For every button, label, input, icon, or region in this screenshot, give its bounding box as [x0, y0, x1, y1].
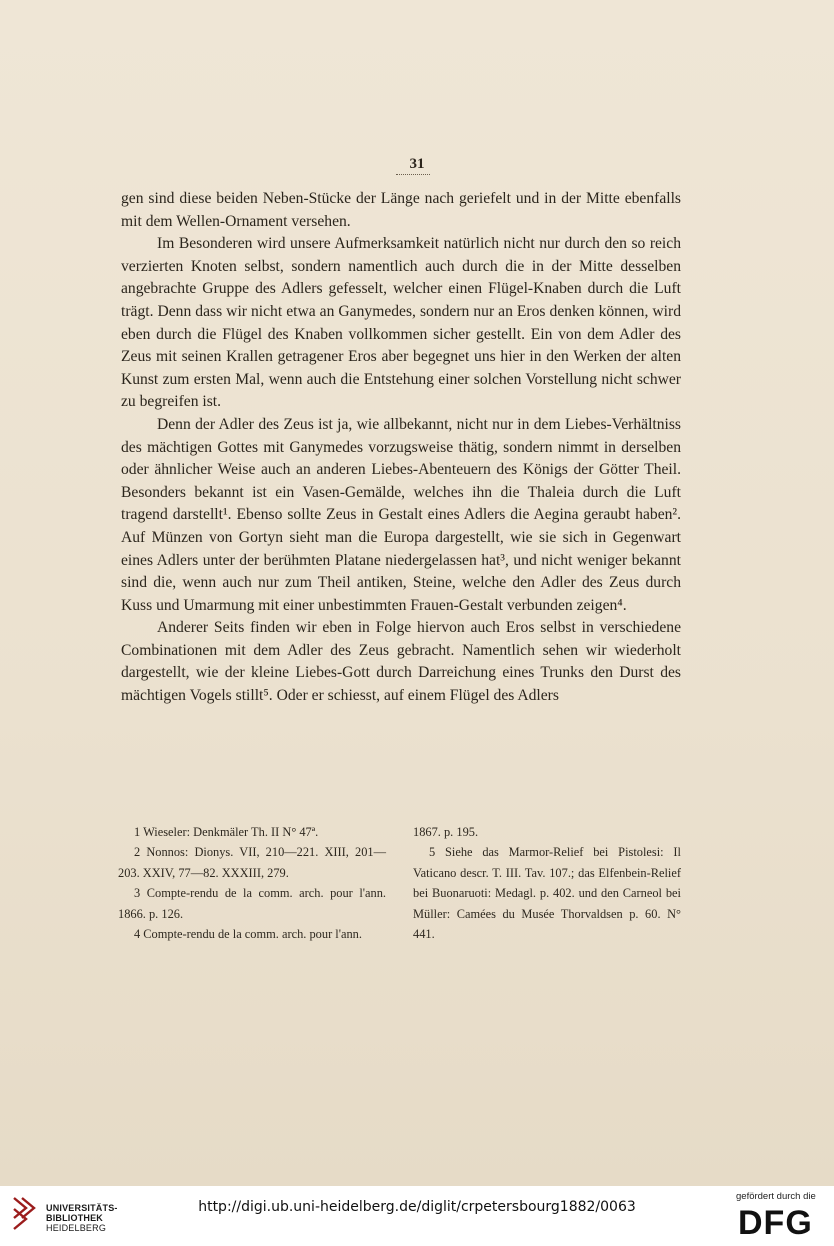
footnote-4: 4 Compte-rendu de la comm. arch. pour l'ann. — [134, 927, 362, 942]
library-name-line3: HEIDELBERG — [46, 1223, 107, 1233]
footnotes-right-column — [413, 822, 681, 944]
page-number: 31 — [409, 156, 425, 172]
paragraph-3: Denn der Adler des Zeus ist ja, wie allbekannt, nicht nur in dem Liebes-Verhältniss des mächtigen Gottes mit Ganymedes vorzugsweise thätig, sondern nimmt in derselben oder ähnlicher Weise auch an anderen Liebes-Abenteuern des Königs der Götter Theil. Besonders bekannt ist ein Vasen-Gemälde, welches ihn die Thaleia durch die Luft tragend darstellt¹. Ebenso sollte Zeus in Gestalt eines Adlers die Aegina geraubt haben². Auf Münzen von Gortyn sieht man die Europa dargestellt, wie sie sich in Gegenwart eines Adlers unter der berühmten Platane niedergelassen hat³, und nicht weniger bekannt sind die, wenn auch nur zum Theil antiken, Steine, welche den Adler des Zeus durch Kuss und Umarmung mit einer unbestimmten Frauen-Gestalt verbunden zeigen⁴. — [121, 415, 681, 614]
permalink-url[interactable]: http://digi.ub.uni-heidelberg.de/diglit/crpetersbourg1882/0063 — [198, 1199, 636, 1215]
page-number-ornament — [396, 174, 430, 175]
paragraph-2: Im Besonderen wird unsere Aufmerksamkeit natürlich nicht nur durch den so reich verzierten Knoten selbst, sondern namentlich auch durch die in der Mitte desselben angebrachte Gruppe des Adlers gefesselt, welcher einen Flügel-Knaben durch die Luft trägt. Denn dass wir nicht etwa an Ganymedes, sondern nur an Eros denken können, wird eben durch die Flügel des Knaben vollkommen sicher gestellt. Ein von dem Adler des Zeus mit seinen Krallen getragener Eros aber begegnet uns hier in den Werken der alten Kunst zum ersten Mal, wenn auch die Entstehung einer solchen Vorstellung nicht schwer zu begreifen ist. — [121, 235, 681, 411]
footnote-3: 3 Compte-rendu de la comm. arch. pour l'ann. 1866. p. 126. — [118, 886, 386, 921]
footnote-1: 1 Wieseler: Denkmäler Th. II N° 47ª. — [134, 825, 319, 839]
body-text — [121, 188, 681, 708]
paragraph-4: Anderer Seits finden wir eben in Folge hiervon auch Eros selbst in verschiedene Combinationen mit dem Adler des Zeus gebracht. Namentlich sehen wir wiederholt dargestellt, wie der kleine Liebes-Gott durch Darreichung eines Trunks den Durst des mächtigen Vogels stillt⁵. Oder er schiesst, auf einem Flügel des Adlers — [121, 619, 681, 705]
footnote-4-continued: 1867. p. 195. — [413, 825, 479, 839]
funded-by-label: gefördert durch die — [736, 1191, 816, 1202]
footnotes-left-column — [118, 822, 386, 944]
viewer-footer — [0, 1186, 834, 1246]
footnotes — [118, 822, 681, 944]
footnote-2: 2 Nonnos: Dionys. VII, 210—221. XIII, 201—203. XXIV, 77—82. XXXIII, 279. — [118, 845, 386, 880]
library-name-line2: BIBLIOTHEK — [46, 1213, 103, 1223]
footnote-5: 5 Siehe das Marmor-Relief bei Pistolesi: Il Vaticano descr. T. III. Tav. 107.; das Elfenbein-Relief bei Buonaruoti: Medagl. p. 402. und den Carneol bei Müller: Camées du Musée Thorvaldsen p. 60. N° 441. — [413, 845, 681, 942]
dfg-logo[interactable]: DFG — [738, 1204, 813, 1242]
paragraph-1: gen sind diese beiden Neben-Stücke der Länge nach geriefelt und in der Mitte ebenfalls mit dem Wellen-Ornament versehen. — [121, 190, 681, 230]
library-name-line1: UNIVERSITÄTS- — [46, 1203, 118, 1213]
